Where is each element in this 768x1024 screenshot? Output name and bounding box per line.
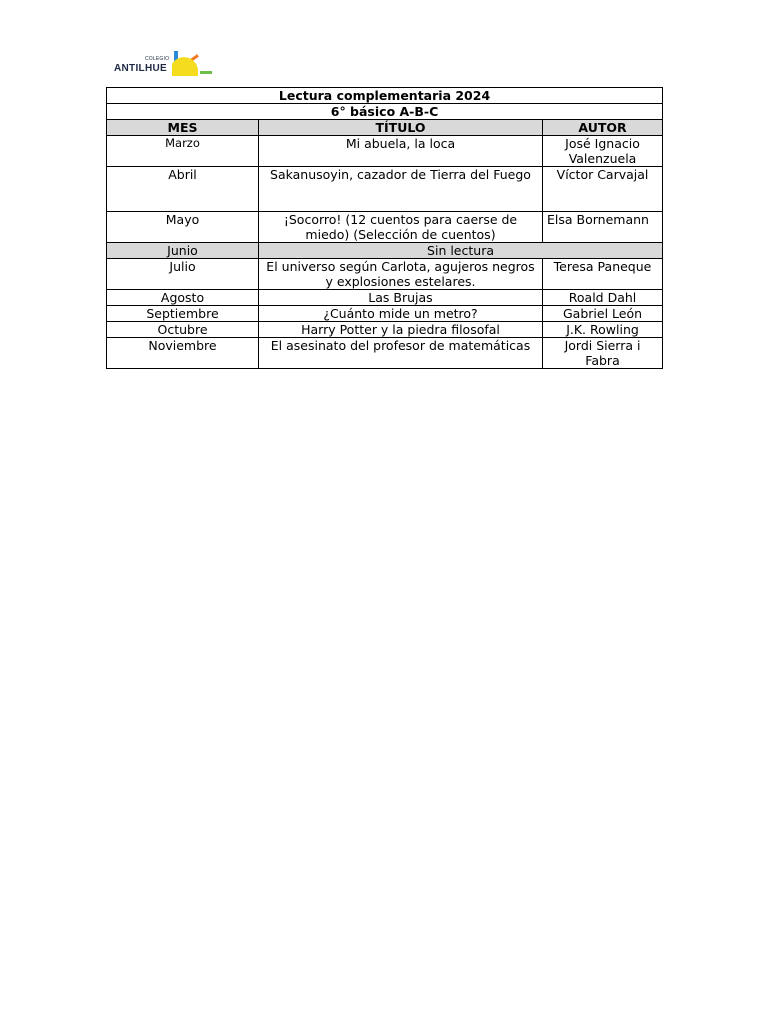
row-author: Gabriel León xyxy=(543,306,663,322)
row-author: José Ignacio Valenzuela xyxy=(543,136,663,167)
row-month: Agosto xyxy=(107,290,259,306)
row-month: Abril xyxy=(107,167,259,212)
row-month: Noviembre xyxy=(107,338,259,369)
row-month: Septiembre xyxy=(107,306,259,322)
row-author: J.K. Rowling xyxy=(543,322,663,338)
table-row xyxy=(107,290,663,306)
row-title: ¿Cuánto mide un metro? xyxy=(259,306,543,322)
row-month: Marzo xyxy=(107,136,259,167)
row-title: Las Brujas xyxy=(259,290,543,306)
row-author: Roald Dahl xyxy=(543,290,663,306)
row-title: El asesinato del profesor de matemáticas xyxy=(259,338,543,369)
table-row xyxy=(107,306,663,322)
table-row xyxy=(107,243,663,259)
school-logo xyxy=(112,48,222,80)
table-row xyxy=(107,338,663,369)
table-row xyxy=(107,212,663,243)
row-title: Mi abuela, la loca xyxy=(259,136,543,167)
table-row xyxy=(107,136,663,167)
reading-table xyxy=(106,87,663,369)
row-author: Jordi Sierra i Fabra xyxy=(543,338,663,369)
row-author: Elsa Bornemann xyxy=(543,212,663,243)
header-title: TÍTULO xyxy=(259,120,543,136)
table-title: Lectura complementaria 2024 xyxy=(107,88,663,104)
row-title: ¡Socorro! (12 cuentos para caerse de miedo) (Selección de cuentos) xyxy=(259,212,543,243)
row-month: Junio xyxy=(107,243,259,259)
logo-name: ANTILHUE xyxy=(114,63,167,74)
logo-subtitle: COLEGIO xyxy=(145,56,170,62)
row-month: Octubre xyxy=(107,322,259,338)
row-author: Víctor Carvajal xyxy=(543,167,663,212)
row-title: Harry Potter y la piedra filosofal xyxy=(259,322,543,338)
row-author: Teresa Paneque xyxy=(543,259,663,290)
table-row xyxy=(107,322,663,338)
header-author: AUTOR xyxy=(543,120,663,136)
table-row xyxy=(107,167,663,212)
row-title: Sakanusoyin, cazador de Tierra del Fuego xyxy=(259,167,543,212)
header-month: MES xyxy=(107,120,259,136)
table-subtitle: 6° básico A-B-C xyxy=(107,104,663,120)
table-row xyxy=(107,259,663,290)
row-title: El universo según Carlota, agujeros negros y explosiones estelares. xyxy=(259,259,543,290)
row-month: Mayo xyxy=(107,212,259,243)
row-title: Sin lectura xyxy=(259,243,663,259)
row-month: Julio xyxy=(107,259,259,290)
